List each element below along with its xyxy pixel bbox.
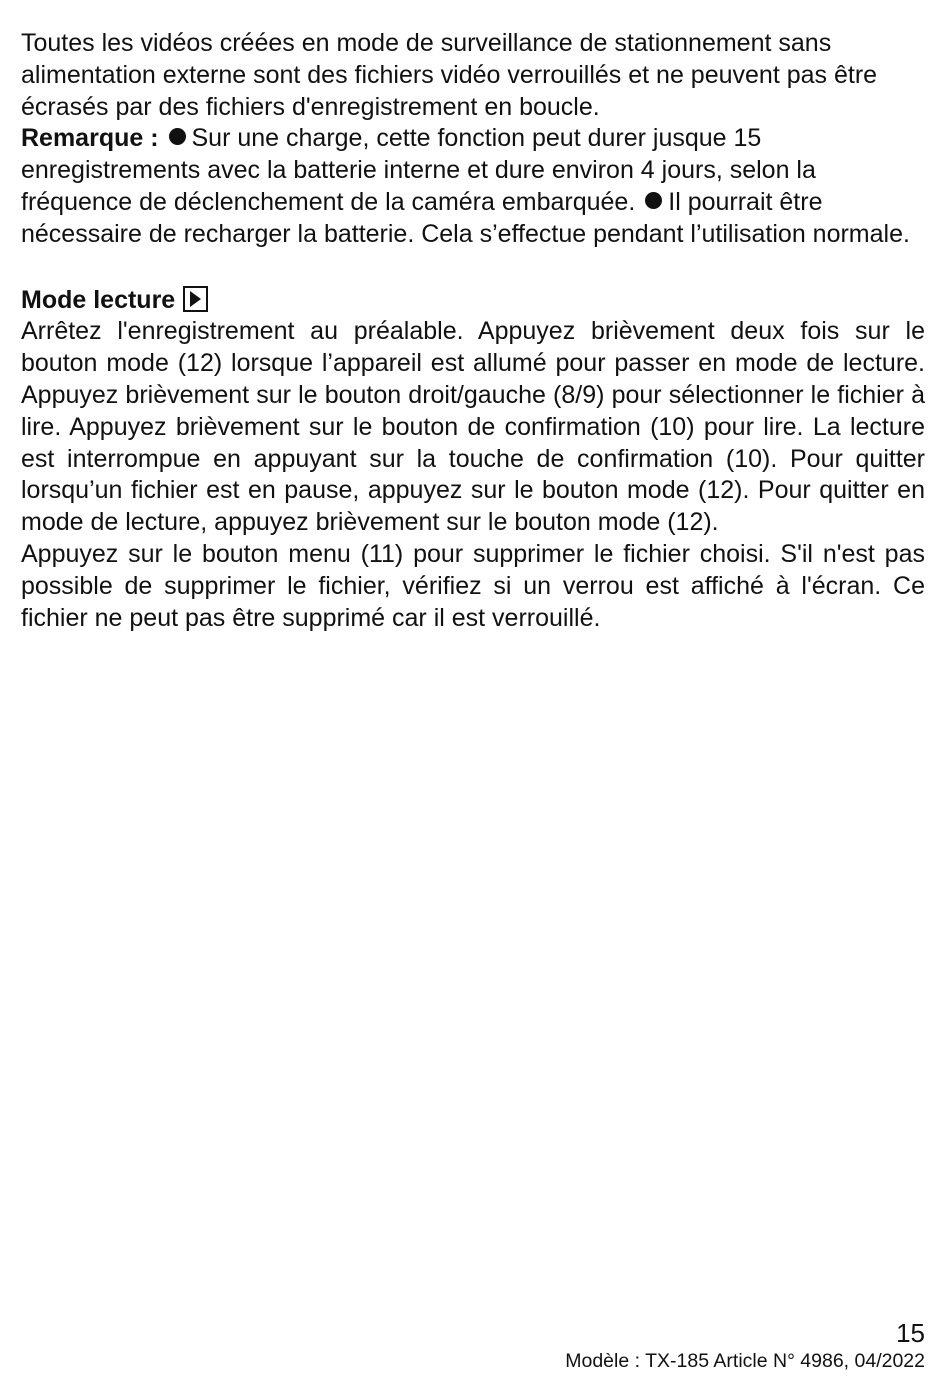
page-number: 15	[896, 1318, 925, 1348]
intro-paragraph: Toutes les vidéos créées en mode de surveillance de stationnement sans alimentation externe sont des fichiers vidéo verrouillés et ne peuvent pas être écrasés par des fichiers d'enregistrement en boucle.	[21, 29, 878, 121]
playback-paragraph-1: Arrêtez l'enregistrement au préalable. Appuyez brièvement deux fois sur le bouton mode (12) lorsque l’appareil est allumé pour passer en mode de lecture. Appuyez brièvement sur le bouton droit/gauche (8/9) pour sélectionner le fichier à lire. Appuyez brièvement sur le bouton de confirmation (10) pour lire. La lecture est interrompue en appuyant sur la touche de confirmation (10). Pour quitter lorsqu’un fichier est en pause, appuyez sur le bouton mode (12). Pour quitter en mode de lecture, appuyez brièvement sur le bouton mode (12).	[21, 317, 925, 537]
remark-label: Remarque :	[21, 124, 159, 153]
play-icon	[183, 286, 208, 312]
playback-paragraph-2: Appuyez sur le bouton menu (11) pour supprimer le fichier choisi. S'il n'est pas possible de supprimer le fichier, vérifiez si un verrou est affiché à l'écran. Ce fichier ne peut pas être supprimé car il est verrouillé.	[21, 539, 925, 632]
page-body	[21, 28, 925, 634]
section-spacer	[21, 251, 925, 283]
bullet-dot-icon	[169, 128, 186, 145]
footer-model-info: Modèle : TX-185 Article N° 4986, 04/2022	[565, 1350, 925, 1372]
remark-bullet-1: Sur une charge, cette fonction peut durer jusque 15 enregistrements avec la batterie interne et dure environ 4 jours, selon la fréquence de déclenchement de la caméra embarquée.	[21, 124, 816, 216]
remark-paragraph	[21, 123, 925, 250]
playback-heading-text: Mode lecture	[21, 285, 176, 314]
playback-heading	[21, 282, 925, 316]
bullet-dot-icon	[645, 192, 662, 209]
remark-bullet-2: Il pourrait être nécessaire de recharger la batterie. Cela s’effectue pendant l’utilisation normale.	[21, 187, 910, 248]
